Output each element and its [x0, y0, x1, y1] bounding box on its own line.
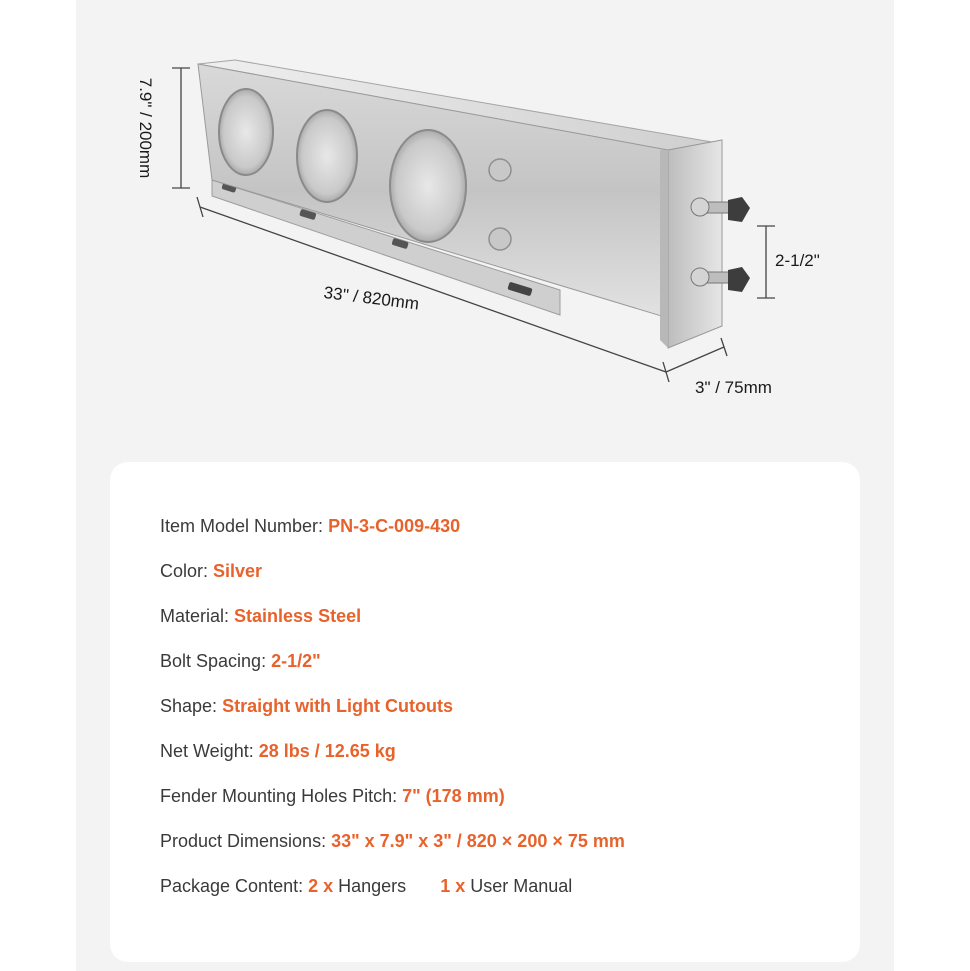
- spec-row-fender-pitch: [160, 784, 625, 829]
- spec-row-bolt-spacing: [160, 649, 625, 694]
- package-item-qty: 1 x: [440, 876, 466, 896]
- spec-row-shape: [160, 694, 625, 739]
- package-item-qty: 2 x: [308, 876, 334, 896]
- mud-flap-hanger-illustration: [0, 0, 970, 450]
- bolt-spacing-dimension-label: 2-1/2": [775, 251, 820, 270]
- spec-label: Package Content:: [160, 876, 309, 896]
- spec-value: 28 lbs / 12.65 kg: [258, 741, 396, 761]
- height-dimension-line: [172, 68, 190, 188]
- length-dimension-label: 33" / 820mm: [322, 283, 421, 314]
- spec-row-color: [160, 559, 625, 604]
- spec-row-material: [160, 604, 625, 649]
- spec-row-package-content: [160, 874, 625, 919]
- spec-label: Material:: [160, 606, 235, 626]
- spec-label: Shape:: [160, 696, 223, 716]
- spec-label: Item Model Number:: [160, 516, 329, 536]
- spec-row-model: [160, 514, 625, 559]
- spec-row-product-dimensions: [160, 829, 625, 874]
- product-image-area: [0, 0, 970, 450]
- package-item-name: Hangers: [333, 876, 407, 896]
- spec-value: 7" (178 mm): [402, 786, 505, 806]
- spec-value: Straight with Light Cutouts: [222, 696, 454, 716]
- spec-label: Product Dimensions:: [160, 831, 332, 851]
- spec-label: Net Weight:: [160, 741, 259, 761]
- spec-row-net-weight: [160, 739, 625, 784]
- height-dimension-label: 7.9" / 200mm: [136, 77, 155, 179]
- spec-label: Color:: [160, 561, 214, 581]
- spec-label: Bolt Spacing:: [160, 651, 272, 671]
- spec-value: Stainless Steel: [234, 606, 362, 626]
- spec-value: PN-3-C-009-430: [328, 516, 461, 536]
- depth-dimension-label: 3" / 75mm: [695, 378, 772, 397]
- spec-value: 33" x 7.9" x 3" / 820 × 200 × 75 mm: [331, 831, 625, 851]
- spec-label: Fender Mounting Holes Pitch:: [160, 786, 403, 806]
- spec-list: [160, 514, 625, 919]
- spec-value: Silver: [213, 561, 263, 581]
- bolt-spacing-dimension-line: [757, 226, 775, 298]
- package-item-name: User Manual: [465, 876, 573, 896]
- spec-value: 2-1/2": [271, 651, 321, 671]
- specifications-card: [110, 462, 860, 962]
